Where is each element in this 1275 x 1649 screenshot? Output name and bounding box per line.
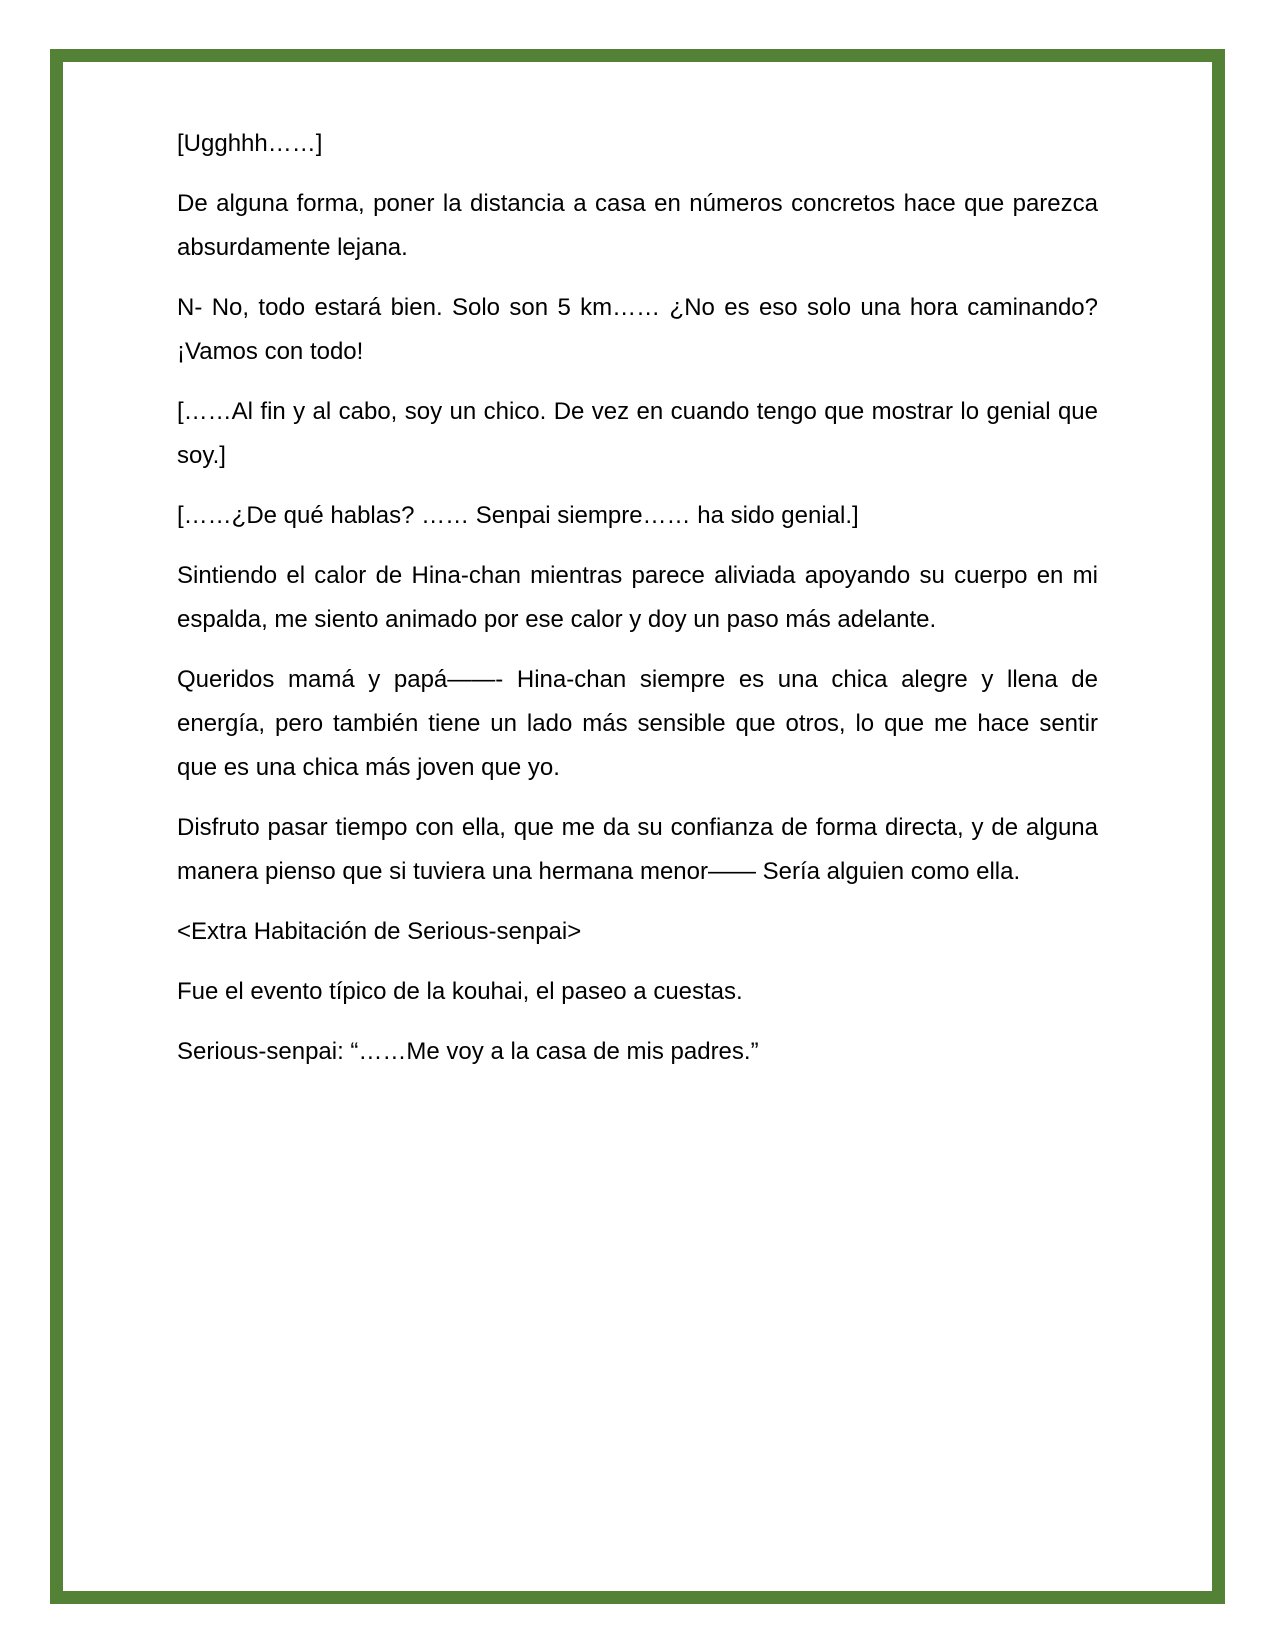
paragraph: Sintiendo el calor de Hina-chan mientras parece aliviada apoyando su cuerpo en mi espalda, me siento animado por ese calor y doy un paso más adelante. [177, 562, 1098, 633]
paragraph: N- No, todo estará bien. Solo son 5 km…… ¿No es eso solo una hora caminando? ¡Vamos con todo! [177, 294, 1098, 365]
paragraph: Disfruto pasar tiempo con ella, que me da su confianza de forma directa, y de alguna manera pienso que si tuviera una hermana menor—— Sería alguien como ella. [177, 814, 1098, 885]
document-body [177, 122, 1098, 1090]
paragraph: [……Al fin y al cabo, soy un chico. De vez en cuando tengo que mostrar lo genial que soy.] [177, 398, 1098, 469]
paragraph: Fue el evento típico de la kouhai, el paseo a cuestas. [177, 978, 743, 1005]
paragraph: Queridos mamá y papá——- Hina-chan siempre es una chica alegre y llena de energía, pero también tiene un lado más sensible que otros, lo que me hace sentir que es una chica más joven que yo. [177, 666, 1098, 781]
paragraph: Serious-senpai: “……Me voy a la casa de mis padres.” [177, 1038, 759, 1065]
section-heading: <Extra Habitación de Serious-senpai> [177, 918, 582, 945]
paragraph: [……¿De qué hablas? …… Senpai siempre…… ha sido genial.] [177, 502, 859, 529]
paragraph: [Ugghhh……] [177, 130, 323, 157]
paragraph: De alguna forma, poner la distancia a casa en números concretos hace que parezca absurdamente lejana. [177, 190, 1098, 261]
